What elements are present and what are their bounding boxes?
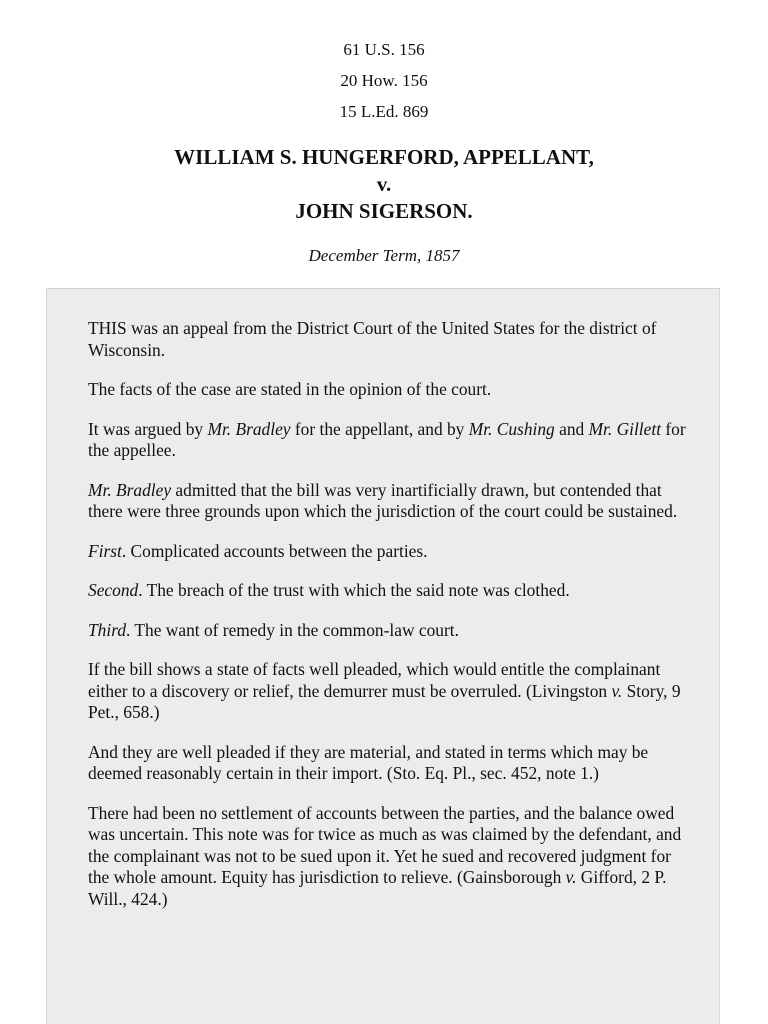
syllabus-panel [46,288,720,1024]
paragraph-appeal: THIS was an appeal from the District Court of the United States for the district of Wisconsin. [88,318,657,360]
case-title [0,144,768,225]
syllabus-text [88,318,688,928]
citation-howard: 20 How. 156 [340,71,428,90]
citation-block [0,34,768,127]
paragraph-argument: Mr. Bradley admitted that the bill was very inartificially drawn, but contended that there were three grounds upon which the jurisdiction of the court could be sustained. [88,479,678,521]
paragraph-facts: The facts of the case are stated in the opinion of the court. [88,379,492,399]
counsel-name: Mr. Gillett [588,418,662,439]
appellant-name: WILLIAM S. HUNGERFORD, APPELLANT, [174,145,594,169]
paragraph-counsel: It was argued by Mr. Bradley for the appellant, and by Mr. Cushing and Mr. Gillett for the appellee. [88,418,686,460]
paragraph-second-ground: Second. The breach of the trust with which the said note was clothed. [88,580,570,600]
paragraph-first-ground: First. Complicated accounts between the parties. [88,540,428,561]
paragraph-settlement: There had been no settlement of accounts between the parties, and the balance owed was uncertain. This note was for twice as much as was claimed by the defendant, and the complainant was not to be sued upon it. Yet he sued and recovered judgment for the whole amount. Equity has jurisdiction to relieve. (Gainsborough v. Gifford, 2 P. Will., 424.) [88,802,682,909]
paragraph-material: And they are well pleaded if they are material, and stated in terms which may be deemed reasonably certain in their import. (Sto. Eq. Pl., sec. 452, note 1.) [88,741,649,783]
versus: v. [376,172,392,196]
term-date: December Term, 1857 [308,246,460,265]
citation-lawyers-edition: 15 L.Ed. 869 [339,102,429,121]
appellee-name: JOHN SIGERSON. [295,199,473,223]
paragraph-pleading: If the bill shows a state of facts well pleaded, which would entitle the complainant either to a discovery or relief, the demurrer must be overruled. (Livingston v. Story, 9 Pet., 658.) [88,659,681,722]
counsel-name: Mr. Bradley [88,479,172,500]
counsel-name: Mr. Cushing [468,418,555,439]
paragraph-third-ground: Third. The want of remedy in the common-law court. [88,619,459,640]
citation-us-reports: 61 U.S. 156 [343,40,425,59]
counsel-name: Mr. Bradley [207,418,291,439]
